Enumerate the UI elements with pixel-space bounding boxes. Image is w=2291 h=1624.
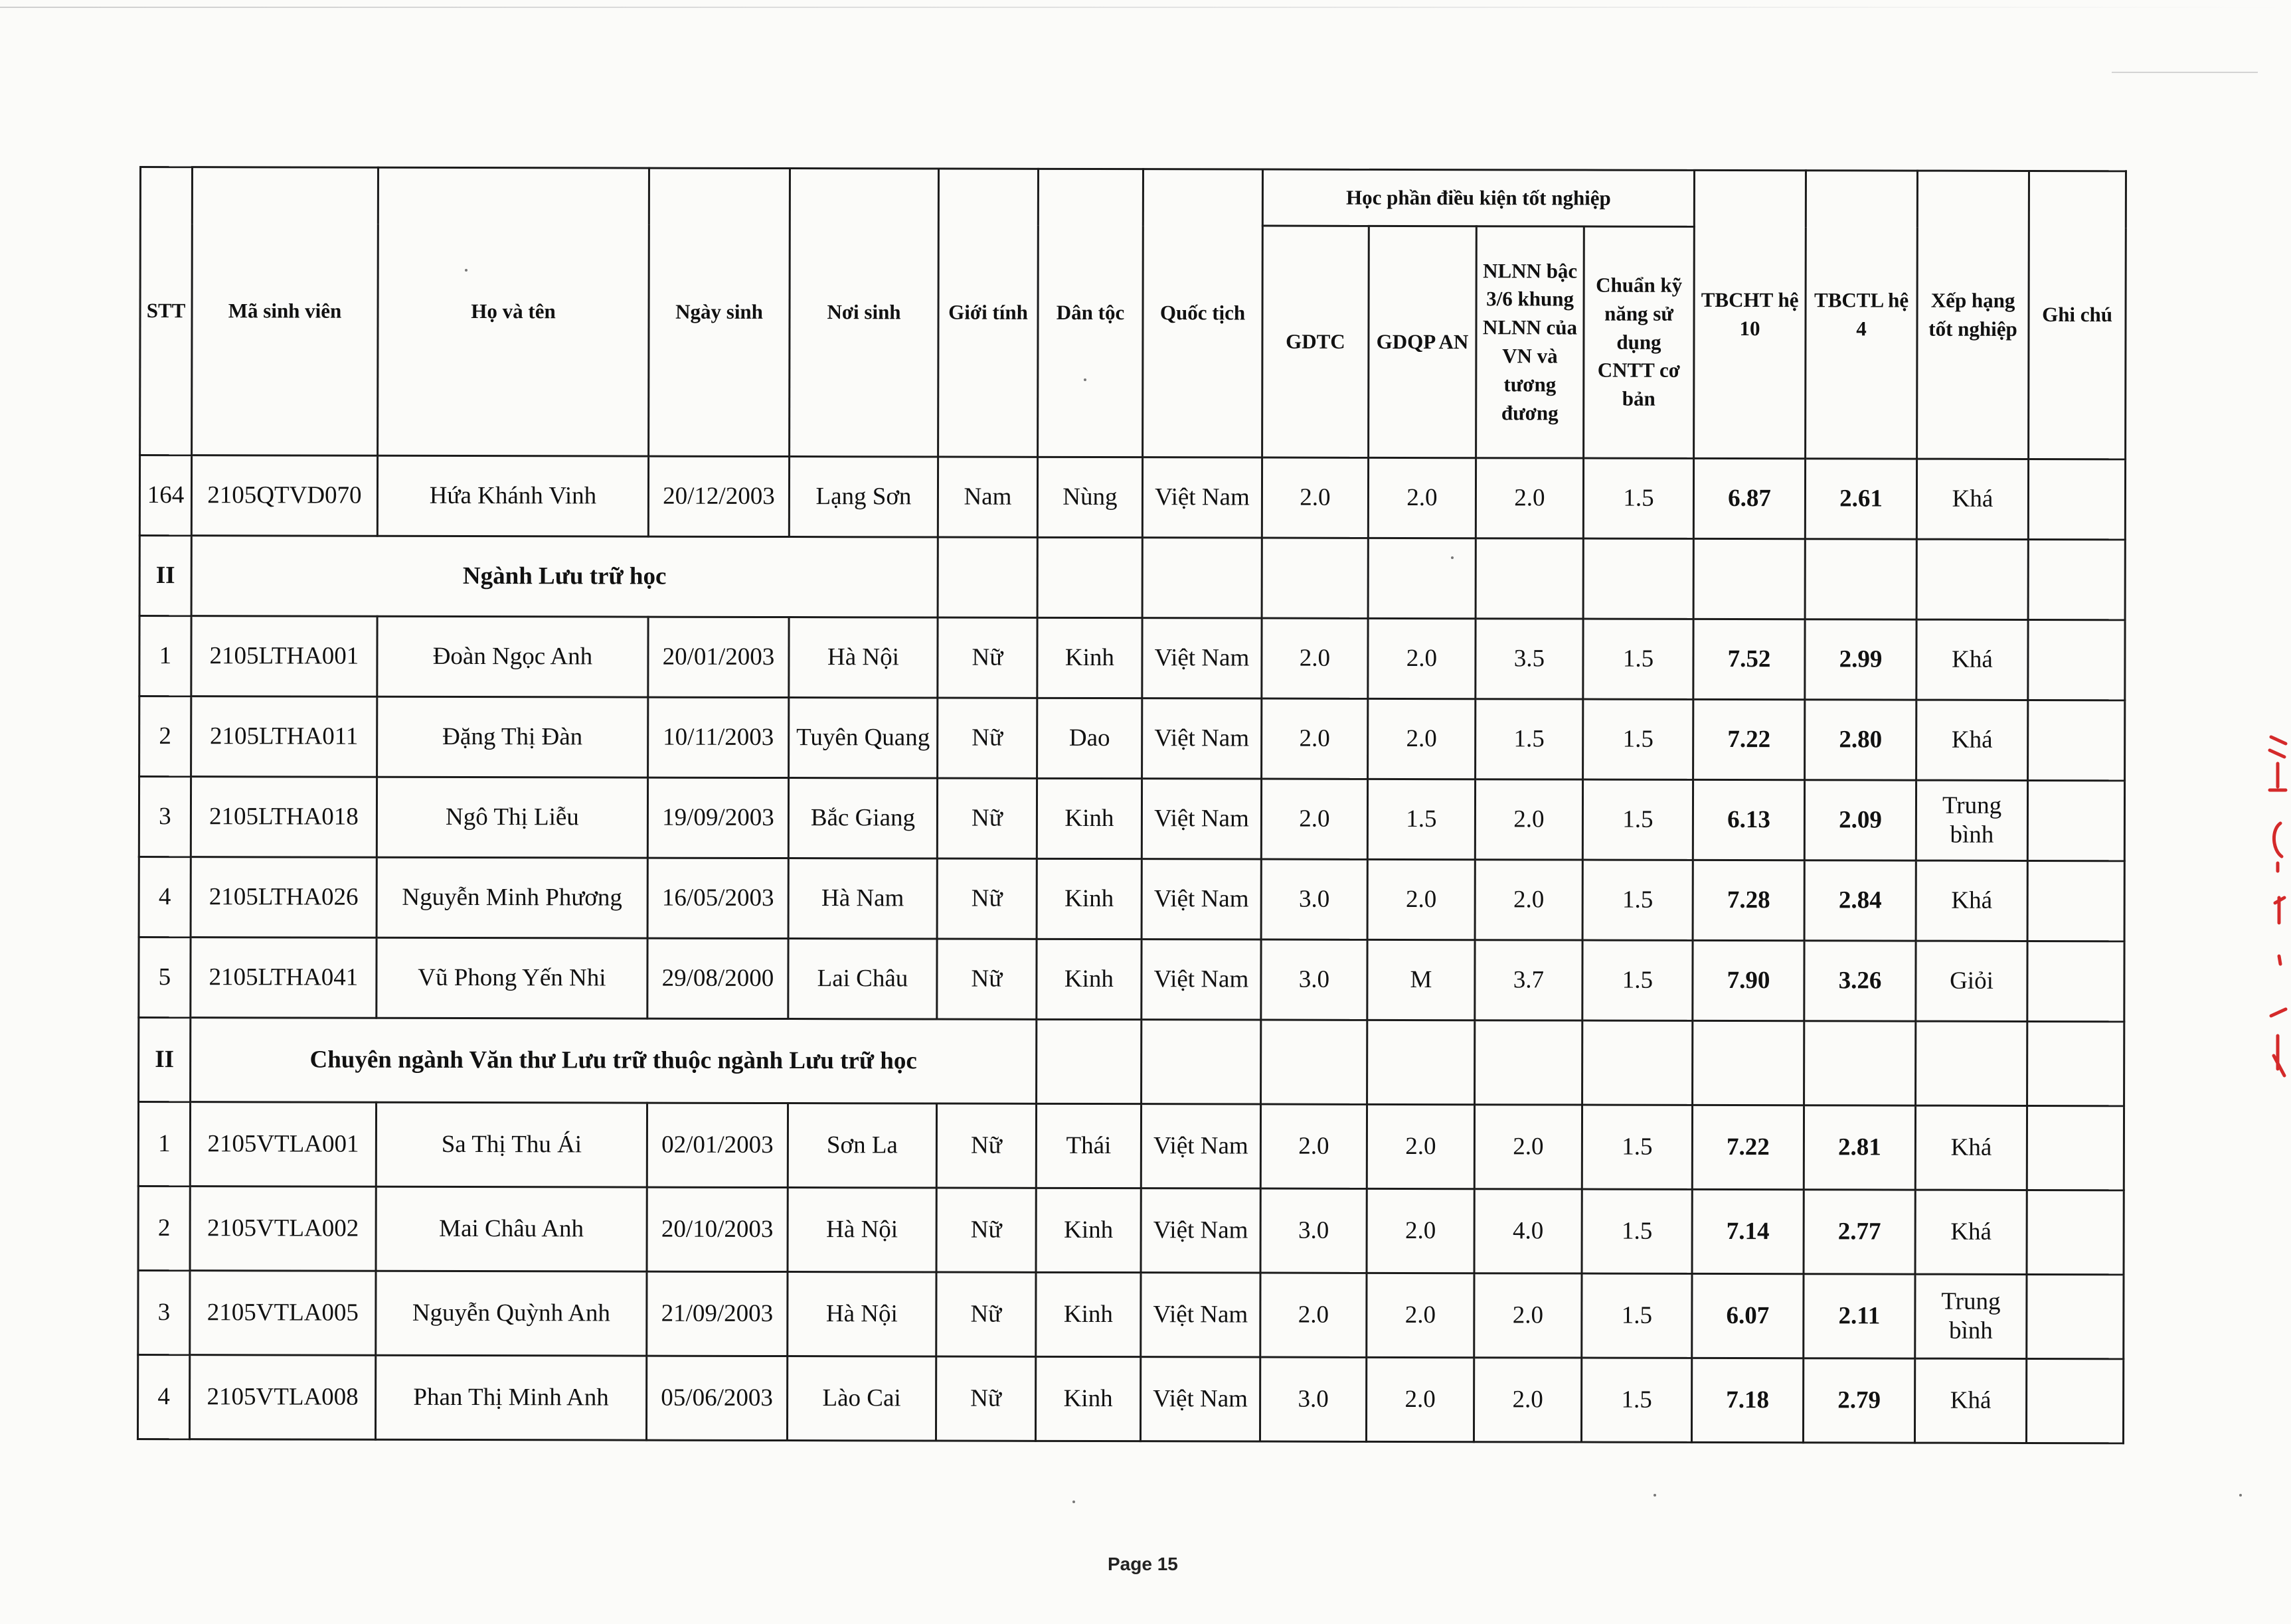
section-empty-cell (1476, 538, 1583, 619)
cell-nlnn: 2.0 (1476, 458, 1583, 538)
cell-tbcht: 6.87 (1693, 458, 1805, 538)
cell-dan-toc: Kinh (1036, 1188, 1141, 1272)
cell-quoc-tich: Việt Nam (1142, 698, 1262, 779)
cell-tbctl: 3.26 (1804, 941, 1916, 1021)
section-empty-cell (1037, 1019, 1142, 1103)
header-row (140, 167, 2126, 228)
cell-quoc-tich: Việt Nam (1142, 457, 1262, 538)
cell-tbctl: 2.79 (1804, 1358, 1915, 1443)
cell-quoc-tich: Việt Nam (1141, 1104, 1260, 1188)
cell-noi-sinh: Hà Nam (788, 858, 937, 939)
cell-stt: 2 (139, 696, 191, 777)
cell-gdtc: 2.0 (1260, 1273, 1367, 1357)
cell-gioi-tinh: Nữ (936, 1188, 1036, 1272)
section1-rows (139, 616, 2125, 1022)
cell-ho-va-ten: Nguyễn Quỳnh Anh (376, 1271, 647, 1356)
cell-tbcht: 7.28 (1693, 860, 1804, 940)
section-empty-cell (1693, 1020, 1804, 1105)
cell-gdtc: 2.0 (1260, 1104, 1367, 1188)
cell-nlnn: 4.0 (1474, 1189, 1582, 1273)
section-empty-cell (1368, 538, 1476, 618)
cell-ghi-chu (2027, 780, 2124, 860)
section-empty-cell (1804, 1021, 1916, 1105)
cell-ho-va-ten: Nguyễn Minh Phương (377, 857, 647, 938)
cell-quoc-tich: Việt Nam (1142, 859, 1261, 939)
cell-ngay-sinh: 29/08/2000 (647, 938, 788, 1018)
section-empty-cell (1693, 538, 1805, 619)
table-row (139, 455, 2125, 540)
scan-edge-top (0, 7, 2291, 8)
cell-ghi-chu (2027, 1105, 2124, 1190)
table-row (137, 1354, 2123, 1443)
cell-stt: 1 (139, 616, 191, 696)
cell-cntt: 1.5 (1583, 619, 1693, 699)
cell-ngay-sinh: 21/09/2003 (647, 1271, 788, 1356)
cell-gdtc: 2.0 (1262, 618, 1368, 698)
document-sheet (137, 166, 2125, 1444)
cell-ngay-sinh: 19/09/2003 (647, 777, 788, 858)
section-empty-cell (1805, 539, 1916, 619)
header-gioi-tinh: Giới tính (938, 169, 1039, 457)
cell-tbcht: 6.07 (1692, 1273, 1804, 1358)
section-empty-cell (1583, 538, 1693, 619)
cell-dan-toc: Dao (1037, 698, 1142, 778)
header-xep-hang: Xếp hạng tốt nghiệp (1917, 171, 2029, 459)
cell-cntt: 1.5 (1583, 458, 1693, 538)
scan-speck (1072, 1501, 1075, 1503)
cell-xep-hang: Trung bình (1916, 780, 2027, 860)
section-empty-cell (1475, 1020, 1582, 1105)
cell-gioi-tinh: Nữ (937, 939, 1037, 1019)
cell-xep-hang: Trung bình (1915, 1274, 2027, 1358)
cell-gdtc: 3.0 (1261, 939, 1367, 1020)
cell-ngay-sinh: 20/01/2003 (648, 617, 789, 697)
cell-stt: 3 (138, 1270, 190, 1354)
cell-noi-sinh: Hà Nội (788, 1188, 936, 1272)
table-row (139, 616, 2125, 700)
section-empty-cell (1262, 538, 1368, 618)
cell-ngay-sinh: 02/01/2003 (647, 1103, 788, 1187)
cell-gdtc: 2.0 (1262, 457, 1368, 538)
cell-gdqp: 2.0 (1367, 859, 1475, 939)
cell-gdqp: 2.0 (1367, 1273, 1474, 1357)
cell-gioi-tinh: Nữ (938, 698, 1037, 778)
cell-noi-sinh: Hà Nội (788, 1272, 936, 1356)
cell-quoc-tich: Việt Nam (1142, 618, 1262, 698)
cell-dan-toc: Kinh (1037, 858, 1142, 939)
cell-gdqp: 2.0 (1366, 1357, 1474, 1441)
cell-tbcht: 7.14 (1692, 1189, 1804, 1273)
cell-dan-toc: Kinh (1037, 778, 1142, 858)
cell-ghi-chu (2027, 941, 2124, 1021)
table-row (139, 696, 2125, 781)
cell-stt: 164 (139, 455, 191, 536)
section-empty-cell (2028, 539, 2125, 619)
section-row (139, 536, 2125, 620)
cell-quoc-tich: Việt Nam (1140, 1357, 1260, 1441)
header-dan-toc: Dân tộc (1038, 169, 1144, 457)
header-tbctl: TBCTL hệ 4 (1806, 171, 1918, 459)
cell-quoc-tich: Việt Nam (1141, 1188, 1260, 1273)
cell-ma-sinh-vien: 2105LTHA041 (191, 937, 377, 1018)
cell-dan-toc: Thái (1036, 1103, 1141, 1188)
cell-ma-sinh-vien: 2105LTHA011 (191, 696, 377, 777)
scan-speck (1451, 556, 1454, 559)
cell-nlnn: 2.0 (1474, 1358, 1581, 1442)
cell-stt: 3 (139, 777, 191, 857)
cell-stt: 5 (139, 937, 191, 1018)
cell-gdtc: 3.0 (1261, 859, 1367, 939)
header-ma-sinh-vien: Mã sinh viên (192, 167, 379, 456)
table-row (138, 1270, 2124, 1358)
cell-stt: 2 (138, 1186, 190, 1270)
section-empty-cell (1582, 1020, 1693, 1105)
cell-quoc-tich: Việt Nam (1142, 939, 1261, 1020)
cell-noi-sinh: Lào Cai (787, 1356, 936, 1441)
header-gdtc: GDTC (1262, 226, 1369, 457)
cell-ma-sinh-vien: 2105VTLA002 (190, 1186, 376, 1271)
cell-gdqp: 2.0 (1368, 698, 1476, 779)
section-row (139, 1018, 2124, 1106)
scan-speck (465, 269, 467, 272)
cell-ma-sinh-vien: 2105LTHA018 (191, 777, 377, 858)
cell-ho-va-ten: Phan Thị Minh Anh (375, 1355, 646, 1440)
cell-ngay-sinh: 20/12/2003 (648, 456, 789, 536)
header-ngay-sinh: Ngày sinh (649, 168, 790, 456)
table-row (139, 777, 2124, 861)
cell-noi-sinh: Bắc Giang (788, 778, 937, 858)
cell-tbcht: 6.13 (1693, 779, 1804, 860)
cell-gdqp: 2.0 (1368, 618, 1476, 698)
cell-ma-sinh-vien: 2105VTLA005 (190, 1271, 376, 1356)
cell-tbctl: 2.99 (1805, 619, 1916, 700)
cell-ghi-chu (2027, 860, 2124, 941)
cell-gdtc: 2.0 (1262, 698, 1368, 779)
cell-ho-va-ten: Đặng Thị Đàn (377, 696, 648, 777)
cell-gioi-tinh: Nữ (937, 858, 1037, 939)
cell-tbcht: 7.22 (1693, 699, 1805, 779)
cell-tbctl: 2.09 (1804, 780, 1916, 860)
header-gdqp: GDQP AN (1369, 226, 1477, 457)
cell-nlnn: 3.7 (1475, 940, 1582, 1020)
cell-cntt: 1.5 (1581, 1358, 1691, 1442)
cell-tbcht: 7.18 (1692, 1358, 1804, 1442)
cell-dan-toc: Kinh (1037, 617, 1142, 698)
cell-nlnn: 2.0 (1474, 1105, 1582, 1189)
section-empty-cell (1916, 1021, 2027, 1105)
header-ho-va-ten: Họ và tên (378, 167, 649, 456)
cell-ghi-chu (2027, 1358, 2124, 1443)
header-ghi-chu: Ghi chú (2029, 171, 2126, 459)
cell-ma-sinh-vien: 2105QTVD070 (191, 455, 377, 536)
scan-edge-right (2112, 72, 2258, 73)
section-title: Ngành Lưu trữ học (191, 536, 938, 617)
cell-noi-sinh: Lạng Sơn (789, 457, 938, 537)
cell-gdtc: 2.0 (1261, 779, 1367, 859)
section-title: Chuyên ngành Văn thư Lưu trữ thuộc ngành Lưu trữ học (191, 1018, 1037, 1104)
cell-gioi-tinh: Nữ (936, 1272, 1036, 1356)
cell-gioi-tinh: Nữ (937, 778, 1037, 858)
cell-dan-toc: Kinh (1035, 1356, 1140, 1441)
header-tbcht: TBCHT hệ 10 (1694, 170, 1806, 458)
cell-ho-va-ten: Ngô Thị Liễu (377, 777, 647, 858)
section-empty-cell (1916, 539, 2028, 619)
cell-tbctl: 2.84 (1804, 860, 1916, 941)
cell-ho-va-ten: Sa Thị Thu Ái (376, 1102, 647, 1187)
cell-gdqp: 2.0 (1368, 457, 1476, 538)
cell-quoc-tich: Việt Nam (1142, 779, 1261, 859)
cell-tbcht: 7.22 (1692, 1105, 1804, 1189)
red-stamp-fragment (2251, 724, 2291, 1096)
cell-ma-sinh-vien: 2105LTHA026 (191, 857, 377, 938)
cell-cntt: 1.5 (1582, 1273, 1692, 1358)
cell-xep-hang: Khá (1916, 860, 2027, 941)
cell-xep-hang: Khá (1916, 700, 2028, 780)
cell-nlnn: 1.5 (1476, 699, 1583, 779)
cell-stt: 1 (138, 1102, 190, 1186)
cell-xep-hang: Khá (1915, 1358, 2027, 1443)
section-number: II (139, 536, 191, 616)
cell-cntt: 1.5 (1582, 1189, 1692, 1273)
cell-tbctl: 2.80 (1805, 700, 1916, 780)
header-stt: STT (140, 167, 193, 455)
cell-cntt: 1.5 (1582, 779, 1693, 860)
cell-gioi-tinh: Nữ (936, 1356, 1035, 1441)
cell-ma-sinh-vien: 2105VTLA001 (190, 1102, 376, 1187)
cell-ma-sinh-vien: 2105VTLA008 (189, 1355, 375, 1440)
table-row (139, 937, 2124, 1022)
cell-noi-sinh: Hà Nội (789, 617, 938, 698)
header-cntt: Chuẩn kỹ năng sử dụng CNTT cơ bản (1584, 226, 1695, 458)
section-empty-cell (1037, 537, 1142, 617)
cell-noi-sinh: Lai Châu (788, 939, 937, 1019)
cell-ngay-sinh: 05/06/2003 (646, 1356, 787, 1440)
cell-ngay-sinh: 16/05/2003 (647, 858, 788, 938)
scan-speck (2239, 1494, 2242, 1497)
cell-ho-va-ten: Vũ Phong Yến Nhi (377, 937, 647, 1018)
cell-gdqp: M (1367, 939, 1475, 1020)
cell-nlnn: 2.0 (1474, 1273, 1582, 1358)
cell-ghi-chu (2028, 619, 2125, 700)
cell-dan-toc: Kinh (1037, 939, 1142, 1019)
cell-tbcht: 7.90 (1693, 940, 1804, 1020)
cell-gioi-tinh: Nam (938, 457, 1037, 537)
cell-ho-va-ten: Mai Châu Anh (376, 1186, 647, 1271)
cell-cntt: 1.5 (1582, 860, 1693, 940)
section-empty-cell (938, 537, 1037, 617)
section-empty-cell (1367, 1020, 1475, 1104)
cell-ghi-chu (2027, 1274, 2124, 1358)
header-quoc-tich: Quốc tịch (1143, 169, 1263, 457)
cell-stt: 4 (139, 857, 191, 937)
section-empty-cell (2027, 1021, 2124, 1105)
section-empty-cell (1142, 538, 1262, 618)
table-row (138, 1186, 2124, 1274)
cell-gdtc: 3.0 (1260, 1357, 1366, 1441)
section-number: II (139, 1018, 191, 1102)
section-empty-cell (1142, 1020, 1261, 1104)
graduation-table (137, 166, 2127, 1444)
header-nlnn: NLNN bậc 3/6 khung NLNN của VN và tương đương (1476, 226, 1584, 458)
section2-rows (137, 1102, 2124, 1443)
cell-nlnn: 3.5 (1476, 619, 1583, 699)
scan-speck (1654, 1494, 1656, 1497)
cell-ghi-chu (2028, 700, 2125, 780)
cell-xep-hang: Khá (1916, 459, 2028, 539)
cell-ngay-sinh: 20/10/2003 (647, 1187, 788, 1271)
cell-tbctl: 2.11 (1804, 1274, 1915, 1358)
header-group-dieu-kien: Học phần điều kiện tốt nghiệp (1262, 169, 1694, 226)
cell-tbcht: 7.52 (1693, 619, 1805, 699)
cell-gdqp: 2.0 (1367, 1188, 1474, 1273)
cell-xep-hang: Khá (1915, 1190, 2027, 1274)
cell-dan-toc: Kinh (1036, 1272, 1141, 1356)
scan-speck (1084, 378, 1086, 381)
section-empty-cell (1261, 1020, 1367, 1104)
cell-stt: 4 (137, 1354, 189, 1439)
cell-gdqp: 1.5 (1367, 779, 1475, 859)
cell-gioi-tinh: Nữ (936, 1103, 1036, 1188)
cell-xep-hang: Khá (1916, 619, 2028, 700)
cell-ngay-sinh: 10/11/2003 (648, 697, 789, 777)
cell-ma-sinh-vien: 2105LTHA001 (191, 616, 377, 697)
cell-ho-va-ten: Hứa Khánh Vinh (377, 455, 648, 536)
header-noi-sinh: Nơi sinh (790, 169, 939, 457)
cell-gioi-tinh: Nữ (938, 617, 1037, 698)
cell-cntt: 1.5 (1582, 1105, 1692, 1189)
cell-tbctl: 2.81 (1804, 1105, 1915, 1190)
cell-tbctl: 2.77 (1804, 1190, 1915, 1274)
cell-xep-hang: Khá (1915, 1105, 2027, 1190)
table-row (138, 1102, 2124, 1190)
cell-gdtc: 3.0 (1260, 1188, 1367, 1273)
cell-ho-va-ten: Đoàn Ngọc Anh (377, 616, 648, 697)
cell-dan-toc: Nùng (1037, 457, 1142, 537)
cell-cntt: 1.5 (1582, 940, 1693, 1020)
cell-gdqp: 2.0 (1367, 1104, 1474, 1188)
cell-xep-hang: Giỏi (1916, 941, 2027, 1021)
table-row (139, 857, 2124, 941)
cell-ghi-chu (2027, 1190, 2124, 1274)
cell-ghi-chu (2028, 459, 2125, 539)
cell-nlnn: 2.0 (1475, 779, 1582, 860)
cell-noi-sinh: Sơn La (788, 1103, 936, 1188)
cell-nlnn: 2.0 (1475, 860, 1582, 940)
page-number: Page 15 (1108, 1554, 1178, 1574)
cell-quoc-tich: Việt Nam (1141, 1273, 1260, 1357)
cell-noi-sinh: Tuyên Quang (789, 698, 938, 778)
cell-tbctl: 2.61 (1805, 459, 1916, 539)
cell-cntt: 1.5 (1583, 699, 1693, 779)
